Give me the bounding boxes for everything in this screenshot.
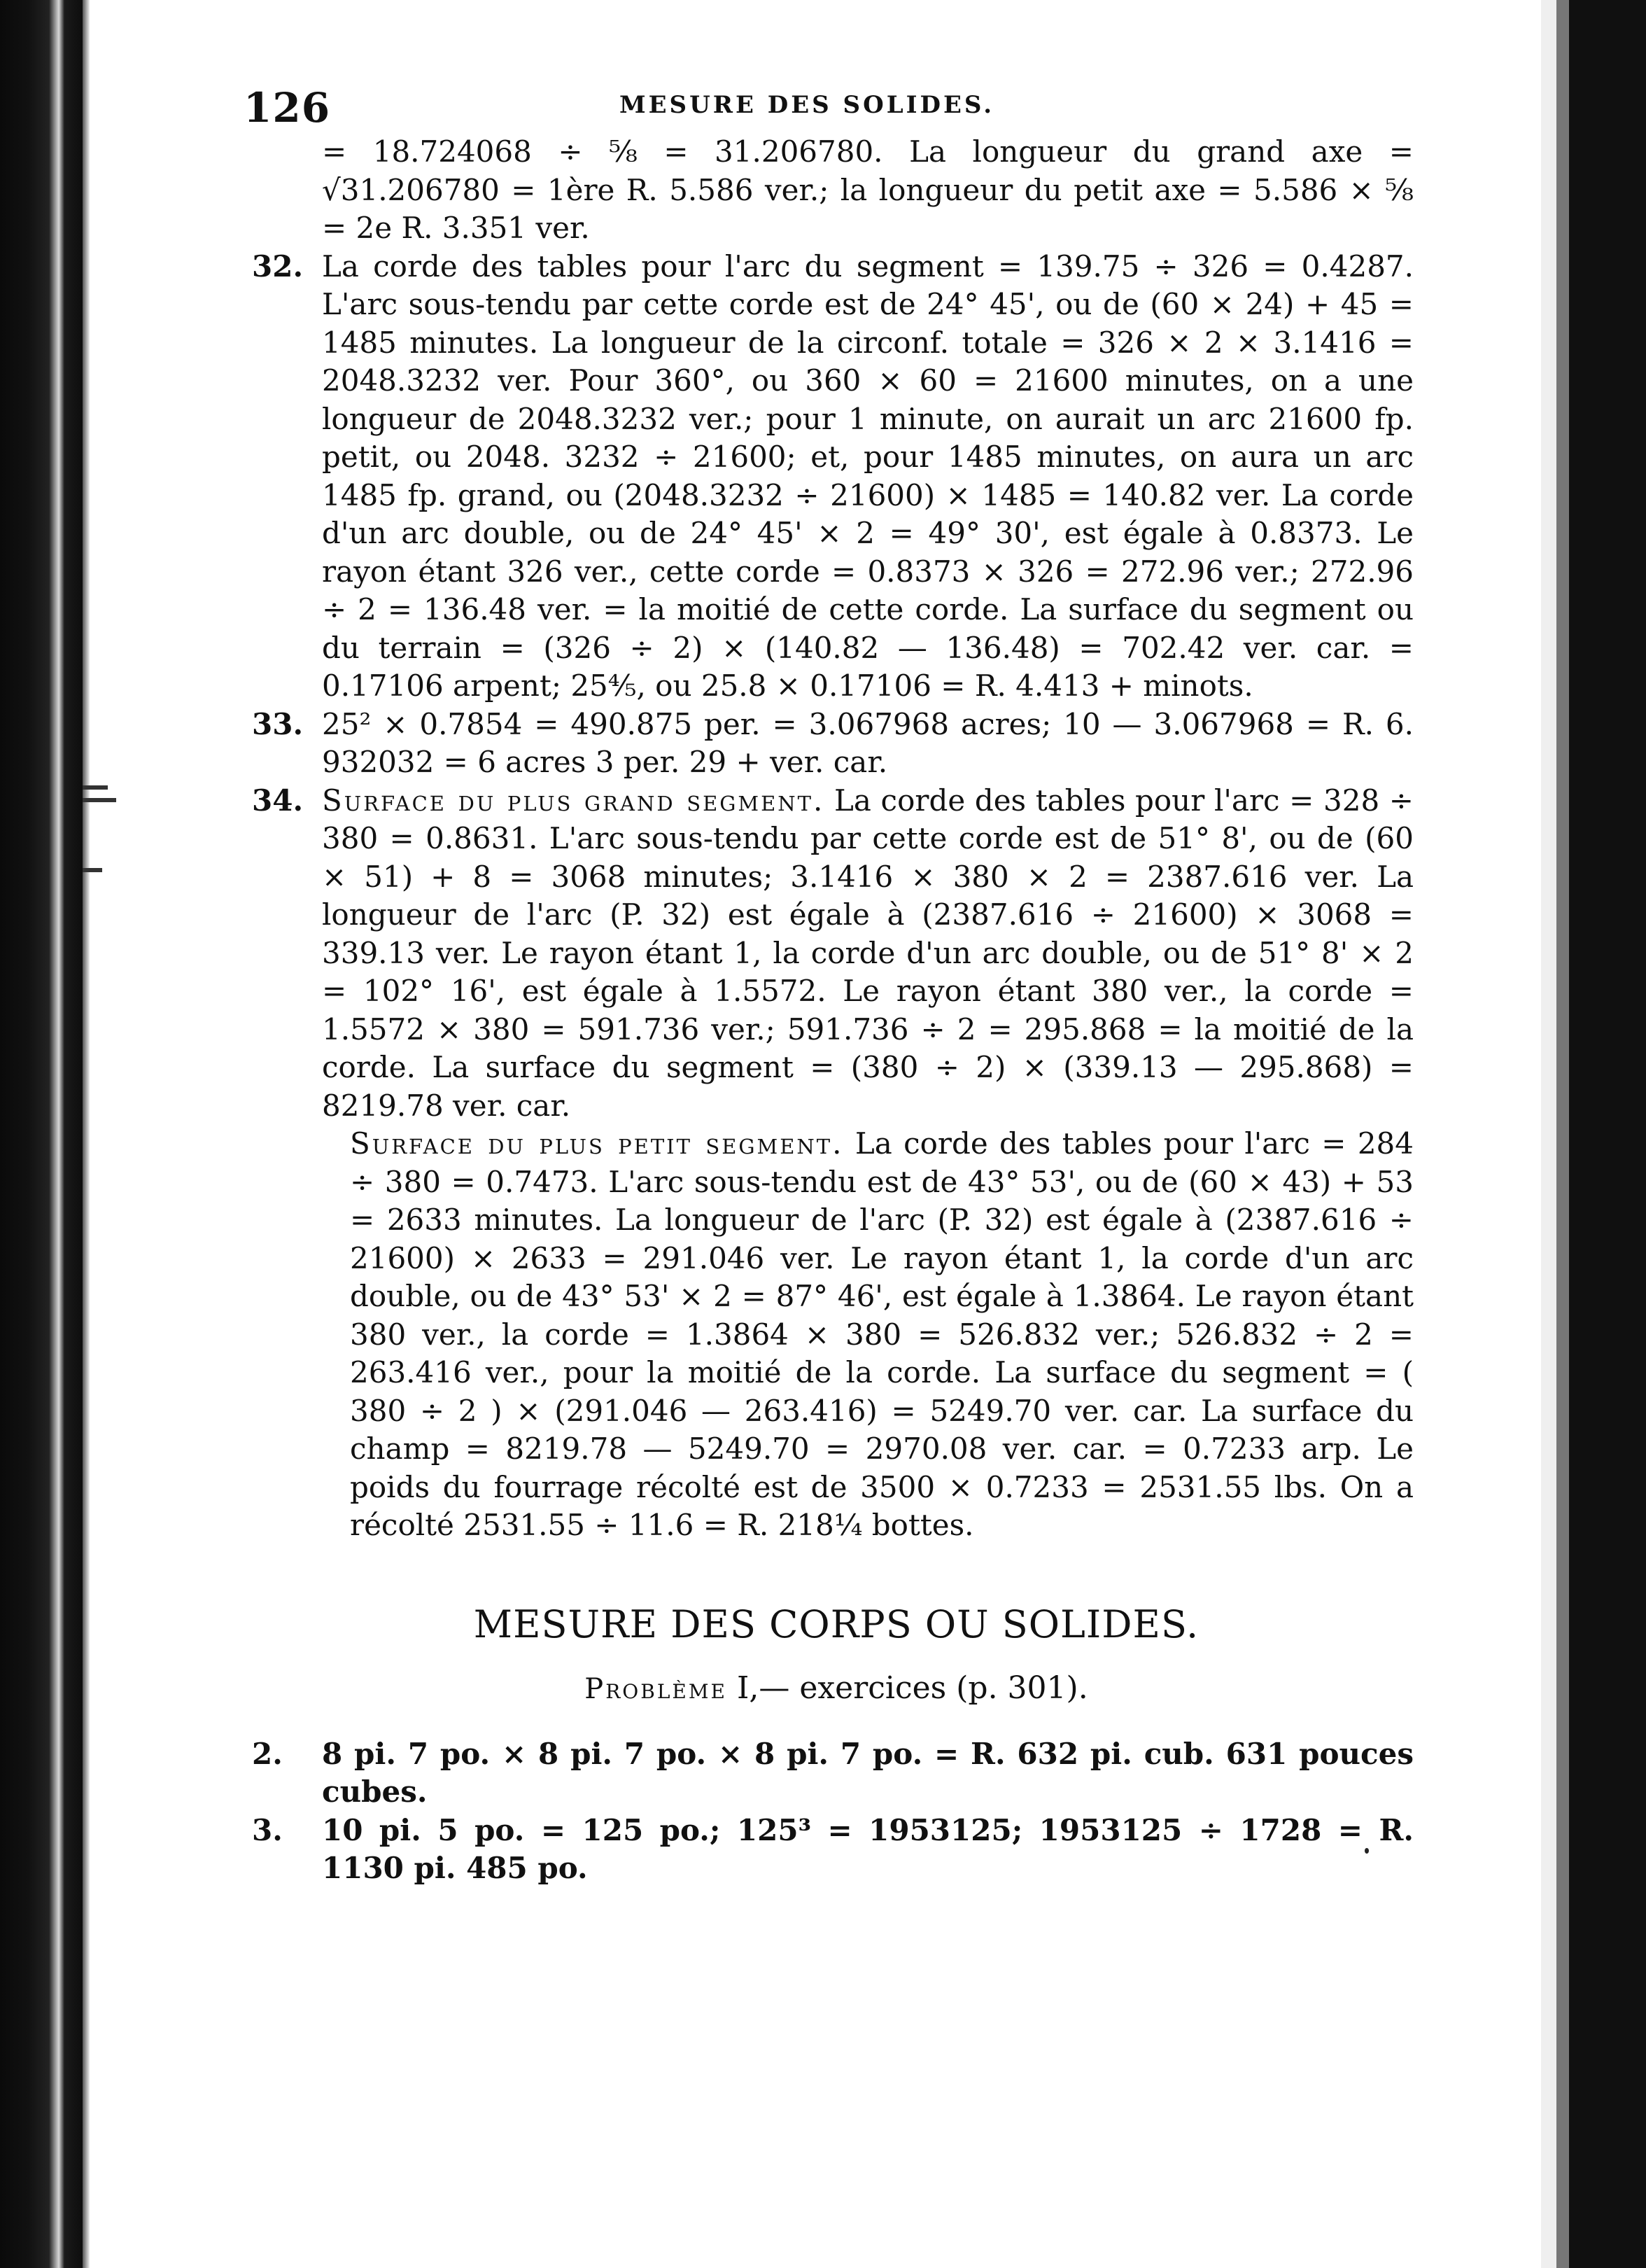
exercise-33 [231,706,1414,782]
exercise-number: 32. [252,248,304,284]
exercise-number: 34. [252,783,304,818]
problem-page: (p. 301). [956,1670,1088,1706]
binding-shadow [83,0,90,2268]
exercise-32 [231,248,1414,706]
exercise-text: La corde des tables pour l'arc = 328 ÷ 380 = 0.8631. L'arc sous-tendu par cette corde est de 51° 8', ou de (60 × 51) + 8 = 3068 minutes; 3.1416 × 380 × 2 = 2387.616 ver. La longueur de l'arc (P. 32) est égale à (2387.616 ÷ 21600) × 3068 = 339.13 ver. Le rayon étant 1, la corde d'un arc double, ou de 51° 8' × 2 = 102° 16', est égale à 1.5572. Le rayon étant 380 ver., la corde = 1.5572 × 380 = 591.736 ver.; 591.736 ÷ 2 = 295.868 = la moitié de la corde. La surface du segment = (380 ÷ 2) × (339.13 — 295.868) = 8219.78 ver. car. [322,783,1414,1123]
problem-heading [231,1670,1414,1706]
solids-exercise-2 [231,1735,1414,1812]
exercise-number: 3. [252,1812,283,1847]
exercise-text: 10 pi. 5 po. = 125 po.; 125³ = 1953125; 1953125 ÷ 1728 = R. 1130 pi. 485 po. [322,1812,1414,1885]
scan-speck [1365,1848,1369,1854]
page-content [231,70,1414,1888]
section-title: MESURE DES CORPS OU SOLIDES. [473,1602,1200,1646]
problem-label: Problème [584,1672,727,1705]
subheading-smaller-segment: Surface du plus petit segment. [350,1126,844,1161]
book-binding [0,0,83,2268]
margin-mark [83,798,116,802]
exercise-text: La corde des tables pour l'arc du segment = 139.75 ÷ 326 = 0.4287. L'arc sous-tendu par cette corde est de 24° 45', ou de (60 × 24) + 45 = 1485 minutes. La longueur de la circonf. totale = 326 × 2 × 3.1416 = 2048.3232 ver. Pour 360°, ou 360 × 60 = 21600 minutes, on a une longueur de 2048.3232 ver.; pour 1 minute, on aurait un arc 21600 fp. petit, ou 2048. 3232 ÷ 21600; et, pour 1485 minutes, on aura un arc 1485 fp. grand, ou (2048.3232 ÷ 21600) × 1485 = 140.82 ver. La corde d'un arc double, ou de 24° 45' × 2 = 49° 30', est égale à 0.8373. Le rayon étant 326 ver., cette corde = 0.8373 × 326 = 272.96 ver.; 272.96 ÷ 2 = 136.48 ver. = la moitié de cette corde. La surface du segment ou du terrain = (326 ÷ 2) × (140.82 — 136.48) = 702.42 ver. car. = 0.17106 arpent; 25⅘, ou 25.8 × 0.17106 = R. 4.413 + minots. [322,248,1414,703]
page-right-edge [1541,0,1646,2268]
margin-mark [83,785,108,790]
exercise-34 [231,782,1414,1126]
problem-rest: I,— exercices [736,1670,947,1706]
exercise-text: 8 pi. 7 po. × 8 pi. 7 po. × 8 pi. 7 po. = R. 632 pi. cub. 631 pouces cubes. [322,1736,1414,1809]
page-number: 126 [244,84,331,132]
continued-paragraph: = 18.724068 ÷ ⅝ = 31.206780. La longueur du grand axe = √31.206780 = 1ère R. 5.586 ver.; la longueur du petit axe = 5.586 × ⅝ = 2e R. 3.351 ver. [322,134,1414,245]
running-title: MESURE DES SOLIDES. [619,91,995,119]
exercise-text: 25² × 0.7854 = 490.875 per. = 3.067968 acres; 10 — 3.067968 = R. 6. 932032 = 6 acres 3 per. 29 + ver. car. [322,706,1414,779]
solids-exercise-3 [231,1812,1414,1888]
exercise-number: 2. [252,1736,283,1771]
exercise-text: La corde des tables pour l'arc = 284 ÷ 380 = 0.7473. L'arc sous-tendu est de 43° 53', ou de (60 × 43) + 53 = 2633 minutes. La longueur de l'arc (P. 32) est égale à (2387.616 ÷ 21600) × 2633 = 291.046 ver. Le rayon étant 1, la corde d'un arc double, ou de 43° 53' × 2 = 87° 46', est égale à 1.3864. Le rayon étant 380 ver., la corde = 1.3864 × 380 = 526.832 ver.; 526.832 ÷ 2 = 263.416 ver., pour la moitié de la corde. La surface du segment = ( 380 ÷ 2 ) × (291.046 — 263.416) = 5249.70 ver. car. La surface du champ = 8219.78 — 5249.70 = 2970.08 ver. car. = 0.7233 arp. Le poids du fourrage récolté est de 3500 × 0.7233 = 2531.55 lbs. On a récolté 2531.55 ÷ 11.6 = R. 218¼ bottes. [350,1126,1414,1542]
page-header [231,70,1414,133]
exercise-34-second-part [231,1125,1414,1545]
subheading-larger-segment: Surface du plus grand segment. [322,783,825,818]
exercise-number: 33. [252,706,304,741]
margin-mark [83,868,102,872]
